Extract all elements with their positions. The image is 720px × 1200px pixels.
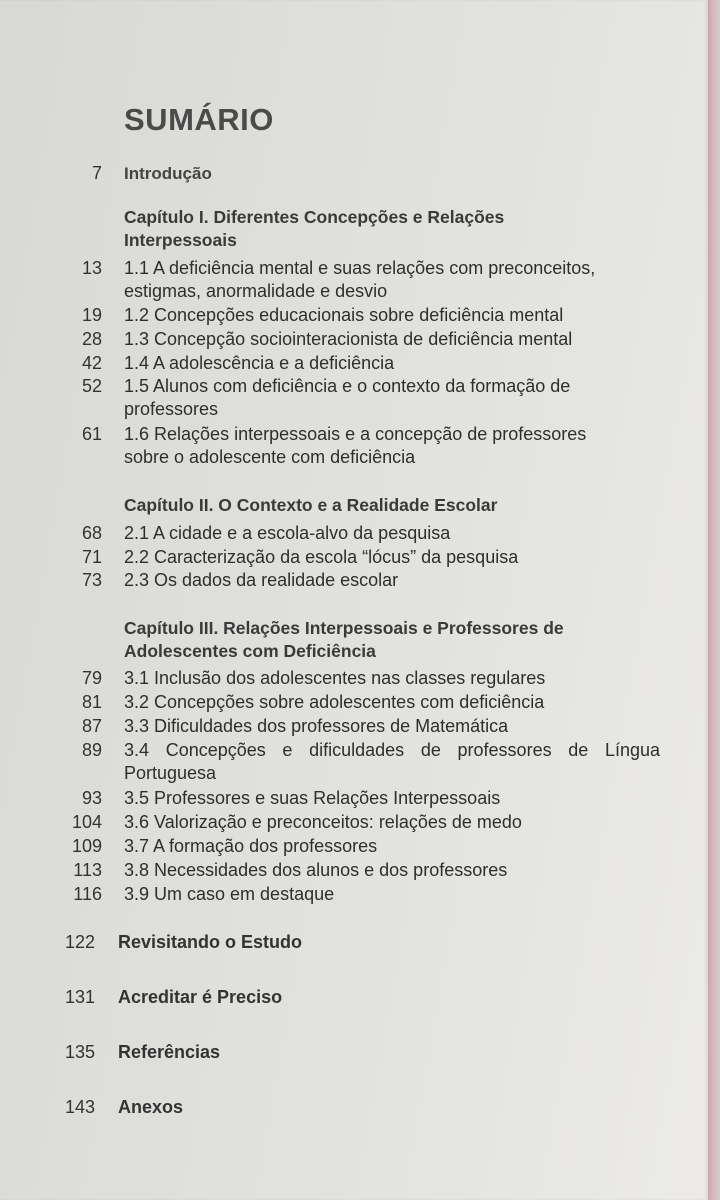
chapter-heading-1 [124, 206, 584, 252]
chapter-heading-line: Capítulo I. Diferentes Concepções e Relações [124, 207, 505, 227]
entry-line: Portuguesa [124, 763, 217, 783]
entry-title: 1.2 Concepções educacionais sobre deficiência mental [124, 305, 564, 325]
entry-title [124, 423, 648, 469]
entry-title: 2.2 Caracterização da escola “lócus” da pesquisa [124, 547, 519, 567]
page-number: 135 [64, 1042, 95, 1062]
page-number: 73 [81, 570, 102, 590]
entry-line: estigmas, anormalidade e desvio [124, 281, 388, 301]
entry-line: sobre o adolescente com deficiência [124, 447, 416, 467]
entry-title [124, 739, 660, 785]
entry-title [124, 257, 648, 303]
entry-title: 3.8 Necessidades dos alunos e dos professores [124, 860, 508, 880]
entry-title: 2.1 A cidade e a escola-alvo da pesquisa [124, 523, 451, 543]
entry-title [124, 375, 648, 421]
page-number: 81 [81, 692, 102, 712]
page-number: 19 [81, 305, 102, 325]
chapter-heading-3 [124, 617, 628, 663]
page-number: 116 [73, 884, 102, 904]
page-number: 104 [71, 812, 102, 832]
page-number: 143 [64, 1097, 95, 1117]
entry-line: 1.1 A deficiência mental e suas relações com preconceitos, [124, 258, 596, 278]
page-number: 87 [81, 716, 102, 736]
page-title: SUMÁRIO [124, 102, 274, 137]
page-number: 113 [73, 860, 102, 880]
entry-title: Acreditar é Preciso [118, 987, 283, 1007]
entry-title: 3.2 Concepções sobre adolescentes com deficiência [124, 692, 545, 712]
page-number: 52 [81, 376, 102, 396]
chapter-heading-line: Interpessoais [124, 230, 237, 250]
entry-line: 1.5 Alunos com deficiência e o contexto da formação de [124, 376, 571, 396]
entry-title: Introdução [124, 164, 212, 183]
entry-title: Referências [118, 1042, 221, 1062]
entry-title: Revisitando o Estudo [118, 932, 303, 952]
page-number: 109 [71, 836, 102, 856]
page-number: 93 [81, 788, 102, 808]
entry-title: 3.1 Inclusão dos adolescentes nas classes regulares [124, 668, 546, 688]
entry-line: 3.4 Concepções e dificuldades de professores de Língua [124, 740, 660, 760]
entry-title: 3.6 Valorização e preconceitos: relações de medo [124, 812, 522, 832]
page-number: 28 [81, 329, 102, 349]
page-number: 61 [81, 424, 102, 444]
entry-title: 2.3 Os dados da realidade escolar [124, 570, 399, 590]
entry-title: 1.3 Concepção sociointeracionista de deficiência mental [124, 329, 573, 349]
chapter-heading-line: Capítulo II. O Contexto e a Realidade Escolar [124, 495, 498, 515]
entry-line: professores [124, 399, 219, 419]
page-number: 71 [81, 547, 102, 567]
chapter-heading-line: Capítulo III. Relações Interpessoais e Professores de [124, 618, 564, 638]
chapter-heading-line: Adolescentes com Deficiência [124, 641, 376, 661]
chapter-heading-2 [124, 494, 584, 517]
entry-title: 3.9 Um caso em destaque [124, 884, 335, 904]
entry-title: 1.4 A adolescência e a deficiência [124, 353, 395, 373]
entry-title: Anexos [118, 1097, 184, 1117]
entry-title: 3.5 Professores e suas Relações Interpessoais [124, 788, 501, 808]
page-number: 7 [91, 163, 102, 183]
entry-title: 3.3 Dificuldades dos professores de Matemática [124, 716, 509, 736]
page-number: 13 [81, 258, 102, 278]
entry-line: 1.6 Relações interpessoais e a concepção de professores [124, 424, 587, 444]
page-number: 89 [81, 740, 102, 760]
page-number: 122 [64, 932, 95, 952]
page-number: 42 [81, 353, 102, 373]
page-number: 79 [81, 668, 102, 688]
page-edge [708, 0, 720, 1200]
entry-title: 3.7 A formação dos professores [124, 836, 378, 856]
page-number: 131 [64, 987, 95, 1007]
page-number: 68 [81, 523, 102, 543]
